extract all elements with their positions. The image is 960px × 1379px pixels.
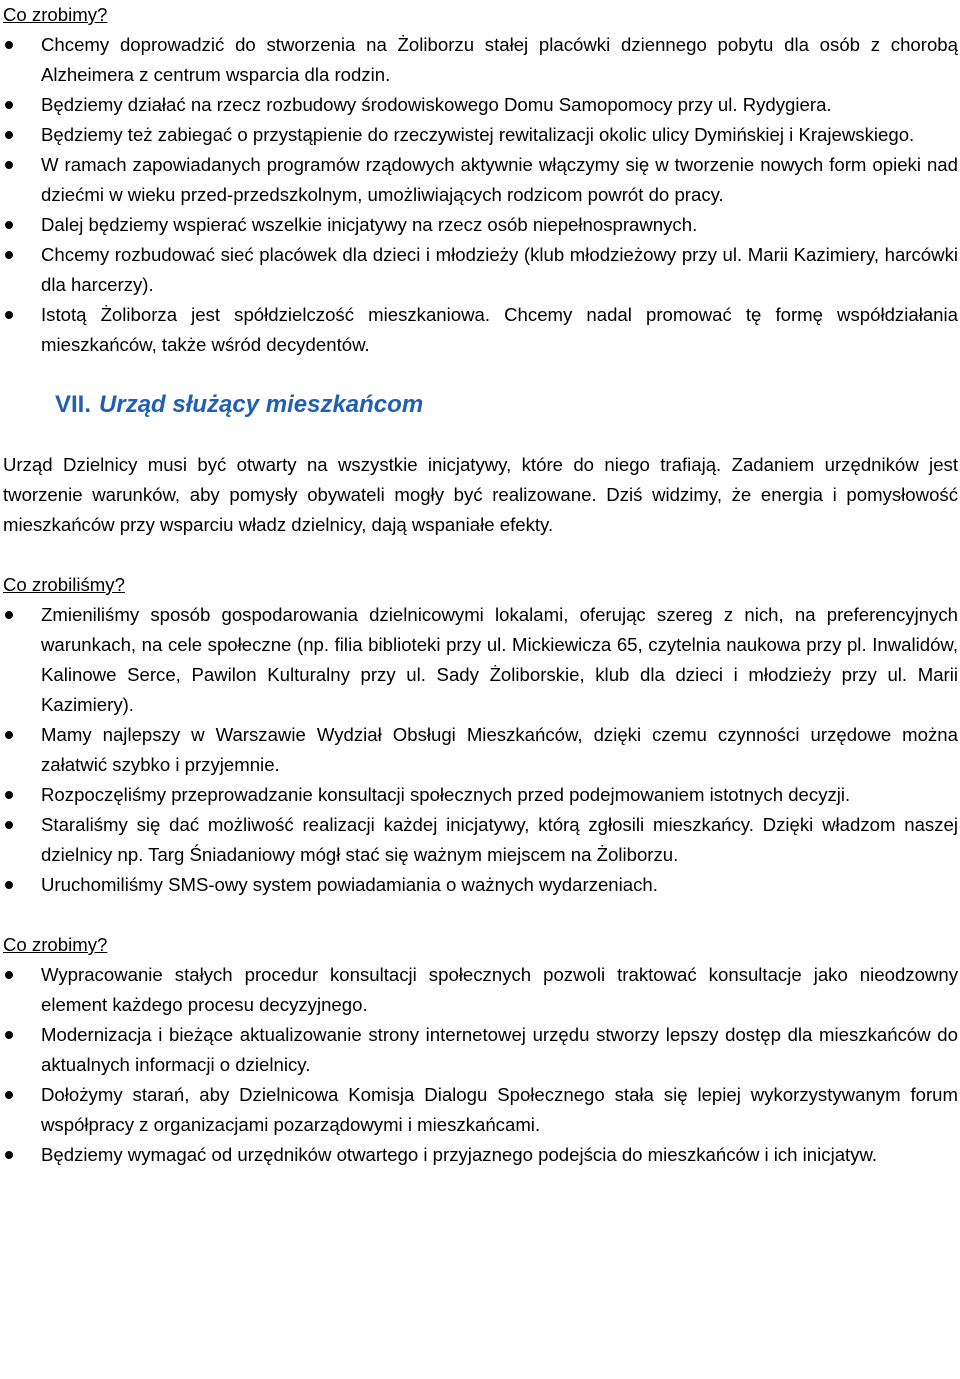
list-item [0,240,960,300]
list-item [0,90,960,120]
list-item-text: Modernizacja i bieżące aktualizowanie strony internetowej urzędu stworzy lepszy dostęp dla mieszkańców do aktualnych informacji o dzielnicy. [41,1024,958,1075]
bullet-icon [5,821,13,829]
list-item [0,210,960,240]
list-item [0,120,960,150]
list-item-text: Rozpoczęliśmy przeprowadzanie konsultacji społecznych przed podejmowaniem istotnych decyzji. [41,784,851,805]
list-item-text: Wypracowanie stałych procedur konsultacji społecznych pozwoli traktować konsultacje jako nieodzowny element każdego procesu decyzyjnego. [41,964,958,1015]
list-item-text: Chcemy rozbudować sieć placówek dla dzieci i młodzieży (klub młodzieżowy przy ul. Marii Kazimiery, harcówki dla harcerzy). [41,244,958,295]
bullet-icon [5,131,13,139]
list-item [0,600,960,720]
list-item-text: Zmieniliśmy sposób gospodarowania dzielnicowymi lokalami, oferując szereg z nich, na preferencyjnych warunkach, na cele społeczne (np. filia biblioteki przy ul. Mickiewicza 65, czytelnia naukowa przy pl. Inwalidów, Kalinowe Serce, Pawilon Kulturalny przy ul. Sady Żoliborskie, klub dla dzieci i młodzieży przy ul. Marii Kazimiery). [41,604,958,715]
bullet-list [0,960,960,1170]
chapter-title: Urząd służący mieszkańcom [99,391,424,418]
list-item [0,30,960,90]
bullet-icon [5,161,13,169]
list-item [0,960,960,1020]
bullet-list [0,30,960,360]
section-plan-top [0,0,960,360]
list-item-text: Staraliśmy się dać możliwość realizacji każdej inicjatywy, którą zgłosili mieszkańcy. Dzięki władzom naszej dzielnicy np. Targ Śniadaniowy mógł stać się ważnym miejscem na Żoliborzu. [41,814,958,865]
bullet-icon [5,881,13,889]
list-item [0,870,960,900]
list-item-text: Będziemy wymagać od urzędników otwartego i przyjaznego podejścia do mieszkańców i ich inicjatyw. [41,1144,878,1165]
bullet-icon [5,791,13,799]
bullet-icon [5,101,13,109]
section-done [0,570,960,900]
bullet-icon [5,971,13,979]
bullet-icon [5,1151,13,1159]
list-item-text: Uruchomiliśmy SMS-owy system powiadamiania o ważnych wydarzeniach. [41,874,658,895]
bullet-icon [5,611,13,619]
list-item [0,300,960,360]
list-item [0,1080,960,1140]
bullet-icon [5,1091,13,1099]
bullet-icon [5,41,13,49]
bullet-icon [5,731,13,739]
list-item-text: Chcemy doprowadzić do stworzenia na Żoliborzu stałej placówki dziennego pobytu dla osób z chorobą Alzheimera z centrum wsparcia dla rodzin. [41,34,958,85]
bullet-list [0,600,960,900]
bullet-icon [5,251,13,259]
section-plan [0,930,960,1170]
chapter-number: VII. [55,391,92,418]
list-item [0,150,960,210]
section-heading: Co zrobimy? [3,4,108,25]
list-item-text: Będziemy też zabiegać o przystąpienie do rzeczywistej rewitalizacji okolic ulicy Dymińskiej i Krajewskiego. [41,124,915,145]
list-item-text: Dalej będziemy wspierać wszelkie inicjatywy na rzecz osób niepełnosprawnych. [41,214,698,235]
section-heading: Co zrobiliśmy? [3,574,125,595]
list-item-text: Dołożymy starań, aby Dzielnicowa Komisja Dialogu Społecznego stała się lepiej wykorzystywanym forum współpracy z organizacjami pozarządowymi i mieszkańcami. [41,1084,958,1135]
list-item [0,1020,960,1080]
chapter-intro-paragraph: Urząd Dzielnicy musi być otwarty na wszystkie inicjatywy, które do niego trafiają. Zadaniem urzędników jest tworzenie warunków, aby pomysły obywateli mogły być realizowane. Dziś widzimy, że energia i pomysłowość mieszkańców przy wsparciu władz dzielnicy, dają wspaniałe efekty. [3,454,958,535]
list-item [0,810,960,870]
list-item [0,1140,960,1170]
list-item-text: Mamy najlepszy w Warszawie Wydział Obsługi Mieszkańców, dzięki czemu czynności urzędowe można załatwić szybko i przyjemnie. [41,724,958,775]
list-item-text: W ramach zapowiadanych programów rządowych aktywnie włączymy się w tworzenie nowych form opieki nad dziećmi w wieku przed-przedszkolnym, umożliwiających rodzicom powrót do pracy. [41,154,958,205]
list-item [0,780,960,810]
list-item-text: Będziemy działać na rzecz rozbudowy środowiskowego Domu Samopomocy przy ul. Rydygiera. [41,94,832,115]
bullet-icon [5,311,13,319]
list-item-text: Istotą Żoliborza jest spółdzielczość mieszkaniowa. Chcemy nadal promować tę formę współdziałania mieszkańców, także wśród decydentów. [41,304,958,355]
section-heading: Co zrobimy? [3,934,108,955]
list-item [0,720,960,780]
bullet-icon [5,1031,13,1039]
bullet-icon [5,221,13,229]
chapter-heading [55,390,960,420]
